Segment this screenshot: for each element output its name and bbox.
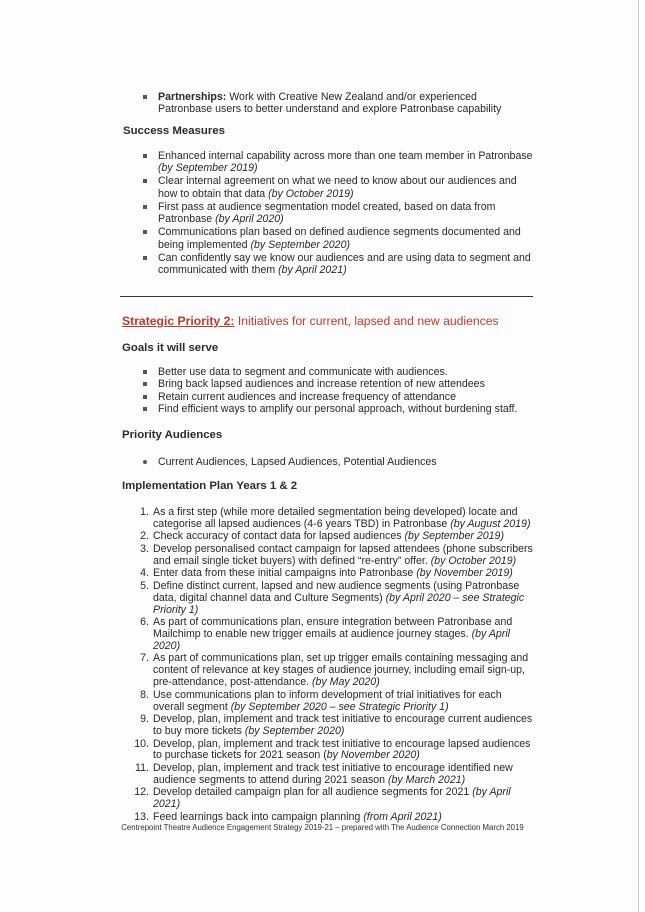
list-item [130, 653, 535, 689]
item-text: Define distinct current, lapsed and new audience segments (using Patronbase data, digital channel data and Culture Segments) [153, 579, 520, 604]
success-measures-list [142, 150, 534, 277]
partnership-item [142, 91, 532, 116]
success-measures-heading: Success Measures [123, 125, 225, 137]
item-date: (by April 2020) [215, 213, 284, 226]
list-item [130, 544, 535, 568]
item-date: (by May 2020) [312, 676, 380, 689]
list-item [130, 690, 535, 714]
item-date: (by November 2019) [416, 567, 513, 580]
section-divider [120, 296, 533, 297]
list-item: Bring back lapsed audiences and increase retention of new attendees [142, 378, 534, 390]
item-date: (by September 2019) [404, 530, 504, 543]
item-text: Develop detailed campaign plan for all audience segments for 2021 [153, 786, 473, 799]
list-item [130, 581, 535, 617]
item-number: 13. [134, 810, 149, 823]
item-number: 2. [140, 530, 149, 543]
list-item [130, 812, 535, 824]
item-number: 3. [140, 542, 149, 555]
item-text: Check accuracy of contact data for lapsed audiences [153, 530, 405, 543]
list-item [130, 787, 535, 811]
item-date: (by September 2020) [244, 725, 345, 738]
list-item [130, 763, 535, 787]
strategic-priority-title [122, 314, 499, 328]
item-date: (by April 2021) [278, 264, 347, 277]
priority-audiences-heading: Priority Audiences [122, 429, 223, 441]
item-text: As a first step (while more detailed segmentation being developed) locate and categorise all lapsed audiences (4-6 years TBD) in Patronbase [153, 506, 518, 530]
partnership-list [142, 91, 532, 116]
item-number: 10. [134, 737, 149, 750]
item-text: Use communications plan to inform development of trial initiatives for each overall segment [153, 688, 502, 713]
goals-list [142, 366, 534, 416]
item-date: (by October 2019) [268, 187, 354, 200]
item-date: (by September 2020) [250, 238, 350, 251]
priority-audiences-list [142, 456, 534, 468]
item-date: (by August 2019) [450, 517, 531, 530]
implementation-heading: Implementation Plan Years 1 & 2 [122, 480, 298, 492]
list-item [142, 252, 534, 277]
list-item [130, 739, 535, 763]
item-date: (by October 2019) [430, 554, 517, 567]
item-number: 7. [140, 652, 149, 665]
list-item [130, 507, 535, 531]
list-item [142, 150, 534, 175]
goals-heading: Goals it will serve [122, 342, 219, 354]
list-item [142, 175, 534, 200]
item-date: (by March 2021) [388, 773, 466, 786]
item-date: (by April 2020 – see Strategic Priority 1) [153, 591, 525, 616]
item-text: First pass at audience segmentation model created, based on data from Patronbase [158, 200, 496, 226]
item-date: by November 2020) [326, 749, 420, 762]
item-text: Can confidently say we know our audiences and are using data to segment and communicated with them [158, 251, 531, 277]
item-number: 6. [140, 616, 149, 629]
strategic-priority-text: Initiatives for current, lapsed and new audiences [234, 314, 499, 328]
item-number: 8. [140, 688, 149, 701]
item-date: (by April 2021) [153, 786, 511, 811]
page-footer: Centrepoint Theatre Audience Engagement Strategy 2019-21 – prepared with The Audience Connection March 2019 [121, 823, 524, 832]
item-text: As part of communications plan, set up trigger emails containing messaging and content of relevance at key stages of audience journey, including email sign-up, pre-attendance, post-attendance. [153, 652, 529, 689]
item-number: 4. [140, 567, 149, 580]
partnership-text: Work with Creative New Zealand and/or experienced Patronbase users to better understand and explore Patronbase capability [158, 91, 502, 116]
partnership-label: Partnerships: [158, 91, 227, 103]
item-text: As part of communications plan, ensure integration between Patronbase and Mailchimp to enable new trigger emails at audience journey stages. [153, 616, 513, 641]
list-item [130, 617, 535, 653]
list-item [130, 531, 535, 543]
list-item: Find efficient ways to amplify our personal approach, without burdening staff. [142, 403, 534, 415]
item-text: Enter data from these initial campaigns into Patronbase [153, 567, 417, 580]
item-number: 1. [140, 506, 149, 518]
list-item: Retain current audiences and increase frequency of attendance [142, 391, 534, 403]
item-number: 12. [134, 786, 149, 799]
list-item [130, 714, 535, 738]
item-text: Enhanced internal capability across more than one team member in Patronbase [158, 150, 533, 162]
item-text: Develop, plan, implement and track test initiative to encourage identified new audience segments to attend during 2021 season [153, 761, 513, 786]
list-item: Current Audiences, Lapsed Audiences, Potential Audiences [142, 456, 534, 468]
item-number: 9. [140, 713, 149, 726]
item-text: Develop personalised contact campaign for lapsed attendees (phone subscribers and email single ticket buyers) with defined “re-entry” offer. [153, 542, 533, 567]
item-text: Feed learnings back into campaign planning [153, 810, 364, 823]
strategic-priority-label: Strategic Priority 2: [122, 314, 235, 328]
item-date: (by September 2019) [158, 162, 258, 175]
item-date: (from April 2021) [363, 810, 442, 823]
implementation-list [130, 507, 535, 824]
item-number: 11. [135, 761, 149, 774]
item-date: (by April 2020) [153, 628, 511, 652]
list-item: Better use data to segment and communicate with audiences. [142, 366, 534, 378]
item-number: 5. [140, 579, 149, 592]
item-text: Develop, plan, implement and track test initiative to encourage lapsed audiences to purchase tickets for 2021 season ( [153, 737, 531, 762]
item-text: Develop, plan, implement and track test initiative to encourage current audiences to buy more tickets [153, 713, 533, 738]
list-item [142, 201, 534, 226]
list-item [142, 226, 534, 251]
item-date: (by September 2020 – see Strategic Priority 1) [230, 700, 449, 713]
item-text: Clear internal agreement on what we need to know about our audiences and how to obtain that data [158, 175, 517, 200]
list-item [130, 568, 535, 580]
item-text: Communications plan based on defined audience segments documented and being implemented [158, 226, 521, 251]
page-edge [638, 0, 639, 912]
